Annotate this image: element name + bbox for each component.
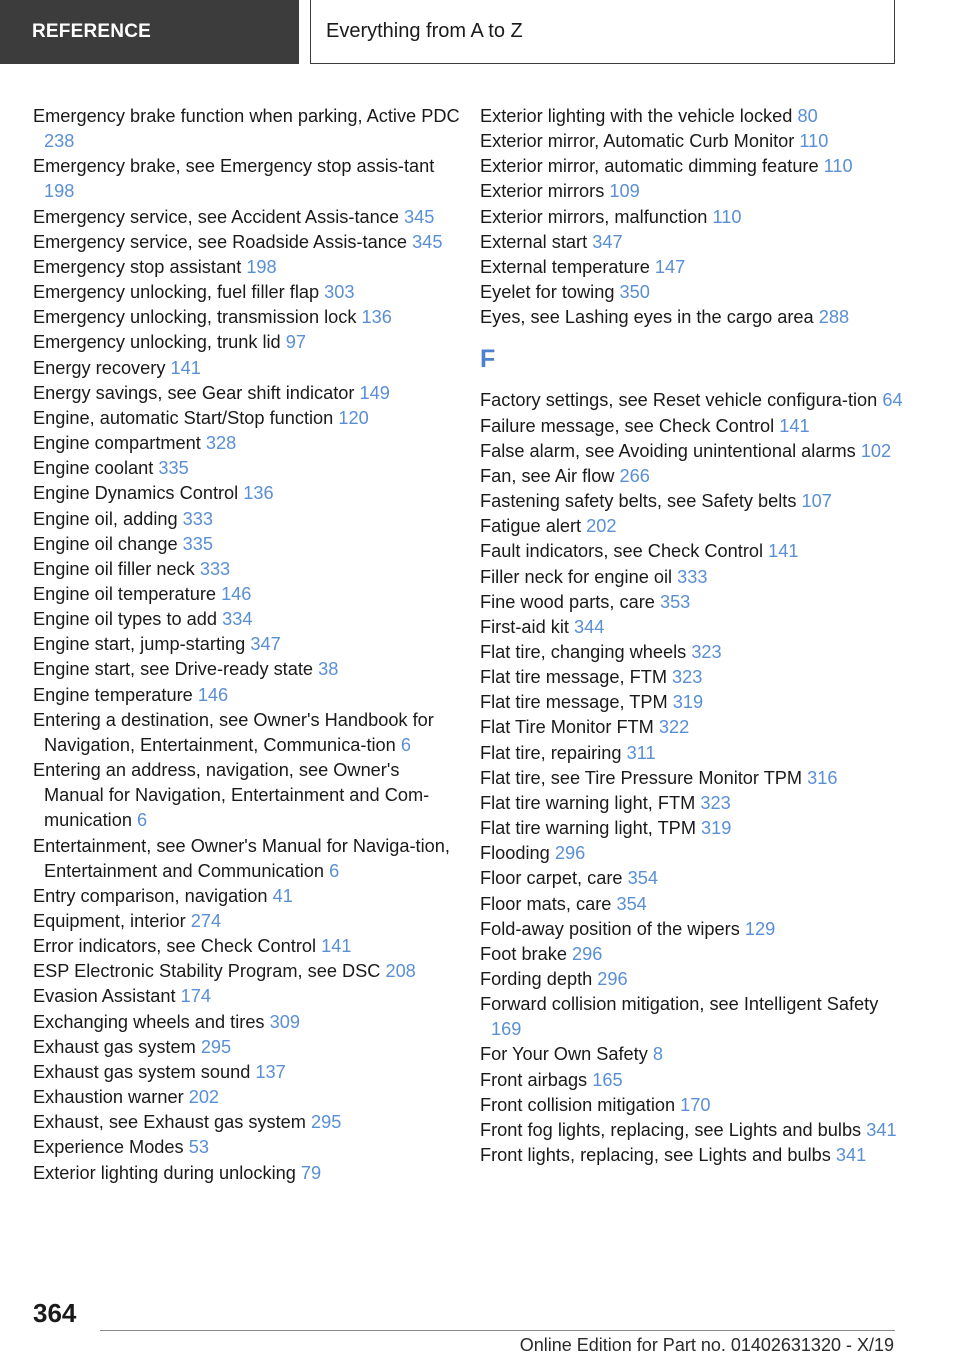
index-column-left — [33, 104, 463, 1186]
entry-page-link[interactable]: 353 — [659, 591, 691, 612]
entry-text: Evasion Assistant — [33, 986, 176, 1007]
page-number: 364 — [33, 1298, 77, 1328]
index-entry — [480, 967, 910, 992]
entry-page-link[interactable]: 110 — [712, 206, 742, 227]
index-entry — [480, 1118, 910, 1143]
index-entry — [33, 104, 463, 154]
entry-text: Emergency unlocking, fuel filler flap — [33, 282, 320, 303]
index-entry — [480, 539, 910, 564]
entry-page-link[interactable]: 141 — [170, 357, 201, 378]
entry-text: Failure message, see Check Control — [480, 415, 775, 436]
entry-text: Experience Modes — [33, 1137, 184, 1158]
entry-page-link[interactable]: 334 — [222, 609, 253, 630]
index-entry — [33, 381, 463, 406]
entry-text: False alarm, see Avoiding unintentional alarms — [480, 440, 856, 461]
entry-text: Exterior mirror, automatic dimming feature — [480, 156, 819, 177]
index-group-e — [480, 104, 910, 330]
entry-text: Exterior mirrors, malfunction — [480, 206, 708, 227]
index-entry — [480, 690, 910, 715]
entry-page-link[interactable]: 328 — [205, 433, 237, 454]
entry-text: Forward collision mitigation, see Intelligent Safety — [480, 994, 879, 1015]
entry-text: Factory settings, see Reset vehicle configura-tion — [480, 390, 878, 411]
index-entry — [33, 230, 463, 255]
entry-page-link[interactable]: 97 — [285, 332, 306, 353]
entry-text: Floor mats, care — [480, 893, 612, 914]
index-entry — [33, 1161, 463, 1186]
index-entry — [480, 154, 910, 179]
entry-page-link[interactable]: 296 — [554, 843, 586, 864]
entry-page-link[interactable]: 141 — [768, 541, 799, 562]
index-entry — [33, 1135, 463, 1160]
index-entry — [480, 992, 910, 1042]
entry-page-link[interactable]: 274 — [190, 911, 222, 931]
entry-text: External start — [480, 231, 588, 252]
entry-text: External temperature — [480, 256, 650, 277]
entry-text: Fatigue alert — [480, 516, 582, 537]
entry-page-link[interactable]: 141 — [321, 936, 352, 957]
entry-page-link[interactable]: 129 — [744, 918, 776, 939]
entry-page-link[interactable]: 141 — [779, 415, 810, 436]
entry-text: Floor carpet, care — [480, 868, 623, 889]
entry-text: Emergency stop assistant — [33, 256, 242, 277]
entry-text: Entertainment, see Owner's Manual for Naviga-tion, Entertainment and Communication — [33, 835, 450, 881]
index-column-right — [480, 104, 910, 1168]
entry-page-link[interactable]: 136 — [243, 483, 274, 504]
chapter-title: Everything from A to Z — [310, 0, 895, 64]
entry-text: Exhaust gas system sound — [33, 1061, 251, 1082]
entry-text: Engine oil change — [33, 533, 178, 554]
entry-page-link[interactable]: 319 — [701, 818, 732, 839]
entry-page-link[interactable]: 316 — [807, 767, 838, 788]
index-entry — [33, 934, 463, 959]
index-entry — [480, 205, 910, 230]
index-entry — [33, 909, 463, 934]
entry-text: Fault indicators, see Check Control — [480, 541, 764, 562]
entry-page-link[interactable]: 347 — [592, 231, 623, 252]
index-entry — [33, 255, 463, 280]
entry-text: Emergency service, see Roadside Assis-tance — [33, 231, 408, 252]
index-entry — [480, 791, 910, 816]
entry-page-link[interactable]: 335 — [158, 458, 189, 479]
entry-page-link[interactable]: 102 — [860, 440, 892, 461]
index-entry — [480, 464, 910, 489]
index-entry — [480, 615, 910, 640]
entry-text: Exchanging wheels and tires — [33, 1011, 265, 1032]
entry-text: Entering a destination, see Owner's Handbook for Navigation, Entertainment, Communica-tion — [33, 709, 434, 755]
entry-text: Flat tire, repairing — [480, 742, 622, 763]
entry-text: Entry comparison, navigation — [33, 885, 268, 906]
entry-page-link[interactable]: 296 — [572, 943, 603, 964]
entry-page-link[interactable]: 288 — [818, 307, 850, 328]
index-entry — [480, 305, 910, 330]
index-entry — [480, 665, 910, 690]
index-entry — [33, 456, 463, 481]
index-entry — [480, 414, 910, 439]
entry-page-link[interactable]: 80 — [797, 106, 818, 126]
entry-page-link[interactable]: 303 — [324, 282, 355, 303]
index-entry — [480, 179, 910, 204]
entry-text: Emergency unlocking, transmission lock — [33, 307, 357, 328]
entry-page-link[interactable]: 170 — [680, 1094, 711, 1115]
entry-page-link[interactable]: 137 — [255, 1061, 286, 1082]
entry-page-link[interactable]: 266 — [619, 465, 650, 486]
entry-page-link[interactable]: 311 — [626, 742, 656, 763]
entry-page-link[interactable]: 347 — [250, 634, 281, 655]
entry-page-link[interactable]: 295 — [200, 1036, 232, 1057]
entry-page-link[interactable]: 323 — [691, 641, 722, 662]
entry-page-link[interactable]: 198 — [44, 181, 75, 202]
index-entry — [480, 129, 910, 154]
entry-page-link[interactable]: 198 — [246, 256, 277, 277]
index-entry — [480, 917, 910, 942]
entry-text: For Your Own Safety — [480, 1044, 648, 1065]
entry-text: Emergency unlocking, trunk lid — [33, 332, 281, 353]
entry-page-link[interactable]: 6 — [329, 860, 340, 881]
entry-text: Exterior lighting with the vehicle locked — [480, 106, 793, 126]
index-entry — [33, 984, 463, 1009]
index-entry — [480, 489, 910, 514]
index-entry — [33, 1085, 463, 1110]
index-entry — [480, 565, 910, 590]
index-entry — [480, 866, 910, 891]
entry-page-link[interactable]: 322 — [658, 717, 690, 738]
index-entry — [480, 1068, 910, 1093]
entry-text: Engine, automatic Start/Stop function — [33, 407, 334, 428]
index-entry — [33, 280, 463, 305]
entry-page-link[interactable]: 6 — [400, 734, 411, 755]
index-entry — [480, 892, 910, 917]
entry-text: Fording depth — [480, 969, 593, 989]
entry-page-link[interactable]: 146 — [221, 583, 252, 604]
index-entry — [480, 388, 910, 413]
entry-text: Eyelet for towing — [480, 282, 615, 303]
entry-page-link[interactable]: 341 — [866, 1119, 897, 1140]
index-entry — [480, 640, 910, 665]
entry-page-link[interactable]: 323 — [672, 667, 703, 688]
index-entry — [33, 330, 463, 355]
entry-page-link[interactable]: 79 — [300, 1162, 322, 1183]
entry-page-link[interactable]: 295 — [311, 1112, 342, 1133]
entry-text: Exhaustion warner — [33, 1087, 184, 1108]
index-entry — [33, 1035, 463, 1060]
entry-text: Filler neck for engine oil — [480, 566, 673, 587]
entry-text: Engine oil, adding — [33, 508, 178, 529]
entry-text: Error indicators, see Check Control — [33, 936, 317, 957]
index-entry — [33, 607, 463, 632]
entry-page-link[interactable]: 147 — [654, 256, 686, 277]
index-entry — [33, 507, 463, 532]
index-entry — [480, 1093, 910, 1118]
entry-page-link[interactable]: 333 — [199, 558, 231, 579]
entry-page-link[interactable]: 169 — [491, 1019, 522, 1040]
entry-text: Flat tire, see Tire Pressure Monitor TPM — [480, 767, 803, 788]
entry-text: Fan, see Air flow — [480, 465, 615, 486]
entry-text: Engine oil temperature — [33, 583, 216, 604]
index-entry — [33, 532, 463, 557]
index-entry — [33, 481, 463, 506]
entry-page-link[interactable]: 107 — [801, 491, 832, 512]
entry-text: ESP Electronic Stability Program, see DSC — [33, 961, 381, 982]
index-group-f — [480, 388, 910, 1168]
entry-page-link[interactable]: 38 — [318, 659, 339, 680]
index-entry — [480, 104, 910, 129]
entry-text: Engine compartment — [33, 433, 201, 454]
entry-text: Eyes, see Lashing eyes in the cargo area — [480, 307, 814, 328]
entry-text: Exhaust gas system — [33, 1036, 196, 1057]
entry-text: Flat tire warning light, TPM — [480, 818, 696, 839]
entry-text: Exterior lighting during unlocking — [33, 1162, 296, 1183]
entry-page-link[interactable]: 149 — [359, 382, 390, 403]
edition-note: Online Edition for Part no. 01402631320 - X/19 — [519, 1335, 894, 1355]
index-entry — [480, 255, 910, 280]
entry-text: Fastening safety belts, see Safety belts — [480, 491, 797, 512]
entry-page-link[interactable]: 345 — [412, 231, 443, 252]
index-entry — [33, 758, 463, 833]
index-entry — [480, 1042, 910, 1067]
index-entry — [480, 766, 910, 791]
index-entry — [33, 406, 463, 431]
entry-page-link[interactable]: 238 — [44, 131, 75, 152]
entry-text: Equipment, interior — [33, 911, 186, 931]
index-entry — [33, 205, 463, 230]
entry-page-link[interactable]: 174 — [180, 986, 211, 1007]
index-entry — [33, 834, 463, 884]
index-entry — [33, 305, 463, 330]
index-entry — [480, 715, 910, 740]
entry-page-link[interactable]: 165 — [592, 1069, 623, 1090]
index-entry — [33, 431, 463, 456]
index-entry — [33, 582, 463, 607]
entry-page-link[interactable]: 136 — [361, 307, 392, 328]
entry-text: Exhaust, see Exhaust gas system — [33, 1112, 306, 1133]
entry-text: Flooding — [480, 843, 550, 864]
index-entry — [33, 632, 463, 657]
entry-page-link[interactable]: 6 — [137, 810, 148, 831]
entry-page-link[interactable]: 323 — [700, 792, 731, 813]
entry-text: Fine wood parts, care — [480, 591, 655, 612]
entry-page-link[interactable]: 354 — [627, 868, 658, 889]
entry-page-link[interactable]: 120 — [338, 407, 369, 428]
index-entry — [33, 708, 463, 758]
entry-text: Exterior mirrors — [480, 181, 605, 202]
entry-text: Foot brake — [480, 943, 567, 964]
entry-page-link[interactable]: 146 — [197, 684, 229, 705]
entry-text: Engine Dynamics Control — [33, 483, 239, 504]
entry-page-link[interactable]: 333 — [677, 566, 708, 587]
index-entry — [33, 1010, 463, 1035]
index-entry — [480, 1143, 910, 1168]
entry-page-link[interactable]: 345 — [404, 206, 435, 227]
entry-text: Emergency brake function when parking, Active PDC — [33, 106, 460, 126]
index-entry — [480, 280, 910, 305]
entry-text: Front fog lights, replacing, see Lights and bulbs — [480, 1119, 862, 1140]
index-entry — [480, 741, 910, 766]
entry-page-link[interactable]: 335 — [182, 533, 214, 554]
entry-page-link[interactable]: 319 — [672, 692, 704, 713]
entry-text: Energy savings, see Gear shift indicator — [33, 382, 355, 403]
entry-page-link[interactable]: 64 — [882, 390, 903, 411]
entry-text: Flat tire message, FTM — [480, 667, 667, 688]
index-entry — [33, 1110, 463, 1135]
index-entry — [33, 557, 463, 582]
entry-text: Emergency brake, see Emergency stop assis-tant — [33, 156, 435, 177]
entry-text: Exterior mirror, Automatic Curb Monitor — [480, 131, 795, 152]
entry-page-link[interactable]: 41 — [272, 885, 293, 906]
entry-page-link[interactable]: 354 — [616, 893, 647, 914]
entry-page-link[interactable]: 202 — [188, 1087, 220, 1108]
index-entry — [480, 230, 910, 255]
entry-page-link[interactable]: 109 — [609, 181, 640, 202]
entry-text: Flat tire message, TPM — [480, 692, 668, 713]
entry-text: Engine oil filler neck — [33, 558, 195, 579]
index-entry — [33, 959, 463, 984]
entry-text: Emergency service, see Accident Assis-tance — [33, 206, 399, 227]
footer-divider — [100, 1330, 895, 1331]
entry-text: Front airbags — [480, 1069, 588, 1090]
entry-page-link[interactable]: 333 — [182, 508, 214, 529]
entry-page-link[interactable]: 202 — [586, 516, 617, 537]
entry-page-link[interactable]: 341 — [835, 1145, 867, 1166]
index-entry — [480, 942, 910, 967]
entry-text: Flat Tire Monitor FTM — [480, 717, 654, 738]
index-entry — [33, 683, 463, 708]
entry-page-link[interactable]: 296 — [597, 969, 628, 989]
entry-text: Fold-away position of the wipers — [480, 918, 740, 939]
entry-text: Flat tire, changing wheels — [480, 641, 687, 662]
entry-text: Engine coolant — [33, 458, 154, 479]
section-tab: REFERENCE — [0, 0, 299, 64]
entry-page-link[interactable]: 8 — [652, 1044, 664, 1065]
index-entry — [33, 884, 463, 909]
entry-text: Entering an address, navigation, see Owner's Manual for Navigation, Entertainment and Com-munication — [33, 760, 430, 831]
entry-text: Engine start, see Drive-ready state — [33, 659, 314, 680]
index-entry — [33, 1060, 463, 1085]
entry-text: Front lights, replacing, see Lights and bulbs — [480, 1145, 831, 1166]
entry-page-link[interactable]: 53 — [188, 1137, 209, 1158]
entry-page-link[interactable]: 350 — [619, 282, 650, 303]
index-entry — [480, 841, 910, 866]
entry-text: Engine start, jump-starting — [33, 634, 246, 655]
index-entry — [33, 657, 463, 682]
entry-page-link[interactable]: 309 — [269, 1011, 300, 1032]
entry-page-link[interactable]: 110 — [823, 156, 853, 177]
index-entry — [480, 514, 910, 539]
section-letter-heading: F — [480, 345, 496, 374]
entry-page-link[interactable]: 344 — [573, 616, 605, 637]
entry-page-link[interactable]: 110 — [799, 131, 829, 152]
index-entry — [480, 439, 910, 464]
index-entry — [480, 816, 910, 841]
entry-text: Engine temperature — [33, 684, 193, 705]
entry-text: Flat tire warning light, FTM — [480, 792, 696, 813]
index-entry — [480, 590, 910, 615]
entry-page-link[interactable]: 208 — [385, 961, 416, 982]
entry-text: Front collision mitigation — [480, 1094, 676, 1115]
entry-text: Energy recovery — [33, 357, 166, 378]
entry-text: First-aid kit — [480, 616, 569, 637]
index-entry — [33, 154, 463, 204]
index-entry — [33, 356, 463, 381]
entry-text: Engine oil types to add — [33, 609, 218, 630]
